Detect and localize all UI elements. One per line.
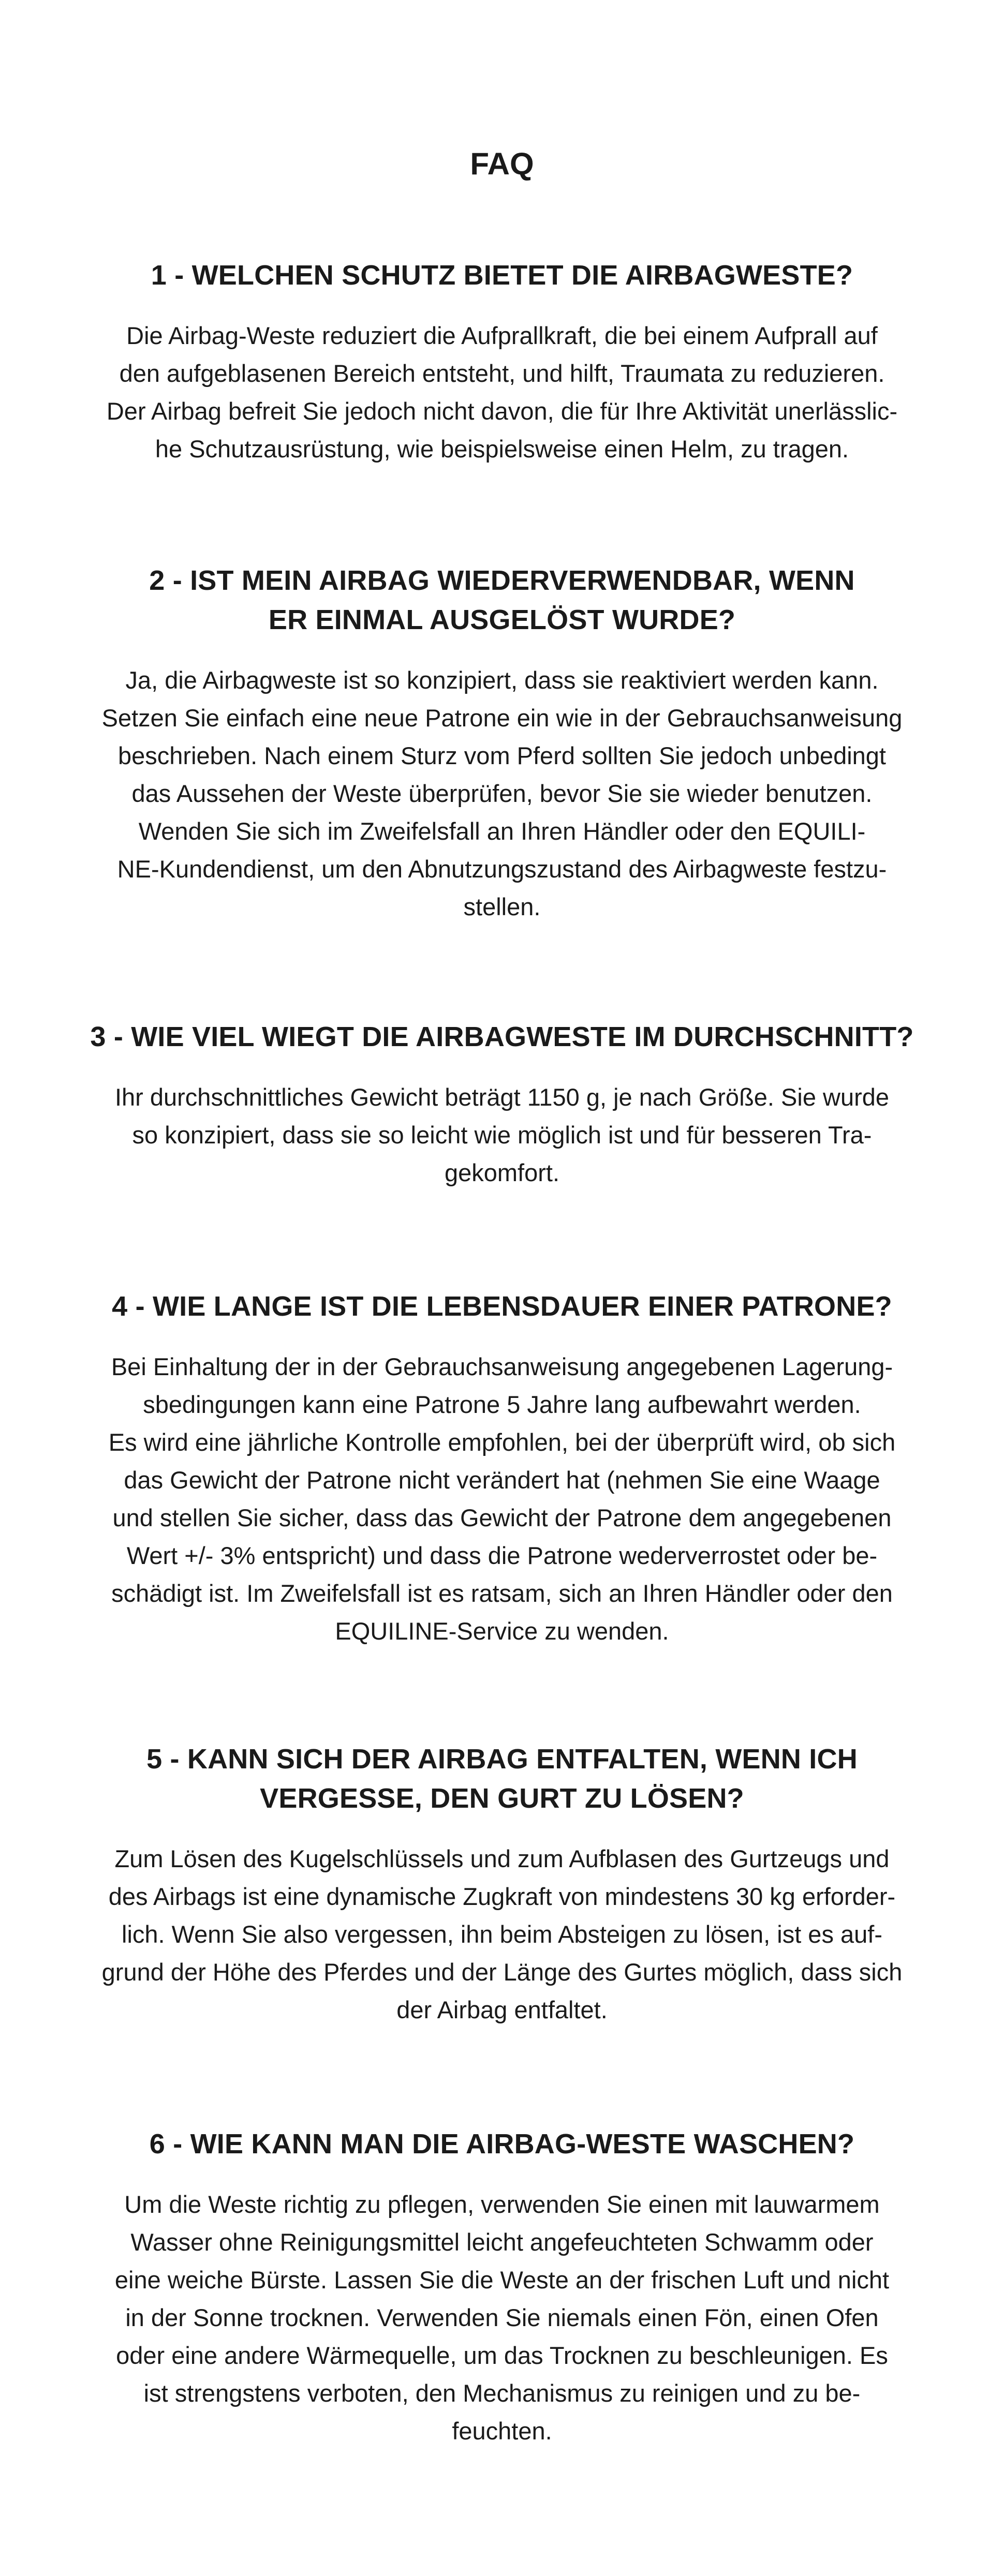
faq-answer-1: Die Airbag-Weste reduziert die Aufprallkraft, die bei einem Aufprall auf den aufgeblasenen Bereich entsteht, und hilft, Traumata zu reduzieren. Der Airbag befreit Sie jedoch nicht davon, die für Ihre Aktivität unerlässlic- he Schutzausrüstung, wie beispielsweise einen Helm, zu tragen. (106, 322, 898, 463)
page-title: FAQ (470, 146, 534, 181)
faq-item-6 (21, 2124, 983, 2450)
faq-answer-6: Um die Weste richtig zu pflegen, verwenden Sie einen mit lauwarmem Wasser ohne Reinigungsmittel leicht angefeuchteten Schwamm oder eine weiche Bürste. Lassen Sie die Weste an der frischen Luft und nicht in der Sonne trocknen. Verwenden Sie niemals einen Fön, einen Ofen oder eine andere Wärmequelle, um das Trocknen zu beschleunigen. Es ist strengstens verboten, den Mechanismus zu reinigen und zu be- feuchten. (114, 2191, 890, 2445)
faq-question-3: 3 - WIE VIEL WIEGT DIE AIRBAGWESTE IM DURCHSCHNITT? (90, 1021, 914, 1052)
faq-question-6: 6 - WIE KANN MAN DIE AIRBAG-WESTE WASCHEN? (149, 2128, 855, 2160)
faq-question-4: 4 - WIE LANGE IST DIE LEBENSDAUER EINER PATRONE? (112, 1291, 892, 1322)
faq-answer-3: Ihr durchschnittliches Gewicht beträgt 1150 g, je nach Größe. Sie wurde so konzipiert, dass sie so leicht wie möglich ist und für besseren Tra- gekomfort. (114, 1083, 890, 1186)
faq-answer-5: Zum Lösen des Kugelschlüssels und zum Aufblasen des Gurtzeugs und des Airbags ist eine dynamische Zugkraft von mindestens 30 kg erforder- lich. Wenn Sie also vergessen, ihn beim Absteigen zu lösen, ist es auf- grund der Höhe des Pferdes und der Länge des Gurtes möglich, dass sich der Airbag entfaltet. (101, 1845, 903, 2023)
faq-item-4 (21, 1287, 983, 1650)
faq-answer-2: Ja, die Airbagweste ist so konzipiert, dass sie reaktiviert werden kann. Setzen Sie einfach eine neue Patrone ein wie in der Gebrauchsanweisung beschrieben. Nach einem Sturz vom Pferd sollten Sie jedoch unbedingt das Aussehen der Weste überprüfen, bevor Sie sie wieder benutzen. Wenden Sie sich im Zweifelsfall an Ihren Händler oder den EQUILI- NE-Kundendienst, um den Abnutzungszustand des Airbagweste festzu- stellen. (101, 666, 903, 920)
faq-question-1: 1 - WELCHEN SCHUTZ BIETET DIE AIRBAGWESTE? (151, 260, 853, 291)
faq-question-2: 2 - IST MEIN AIRBAG WIEDERVERWENDBAR, WENN ER EINMAL AUSGELÖST WURDE? (149, 565, 855, 635)
faq-question-5: 5 - KANN SICH DER AIRBAG ENTFALTEN, WENN ICH VERGESSE, DEN GURT ZU LÖSEN? (146, 1744, 858, 1814)
faq-answer-4: Bei Einhaltung der in der Gebrauchsanweisung angegebenen Lagerung- sbedingungen kann eine Patrone 5 Jahre lang aufbewahrt werden. Es wird eine jährliche Kontrolle empfohlen, bei der überprüft wird, ob sich das Gewicht der Patrone nicht verändert hat (nehmen Sie eine Waage und stellen Sie sicher, dass das Gewicht der Patrone dem angegebenen Wert +/- 3% entspricht) und dass die Patrone wederverrostet oder be- schädigt ist. Im Zweifelsfall ist es ratsam, sich an Ihren Händler oder den EQUILINE-Service zu wenden. (108, 1353, 896, 1645)
faq-item-1 (21, 256, 983, 468)
faq-item-5 (21, 1739, 983, 2029)
faq-item-3 (21, 1017, 983, 1192)
faq-item-2 (21, 561, 983, 926)
